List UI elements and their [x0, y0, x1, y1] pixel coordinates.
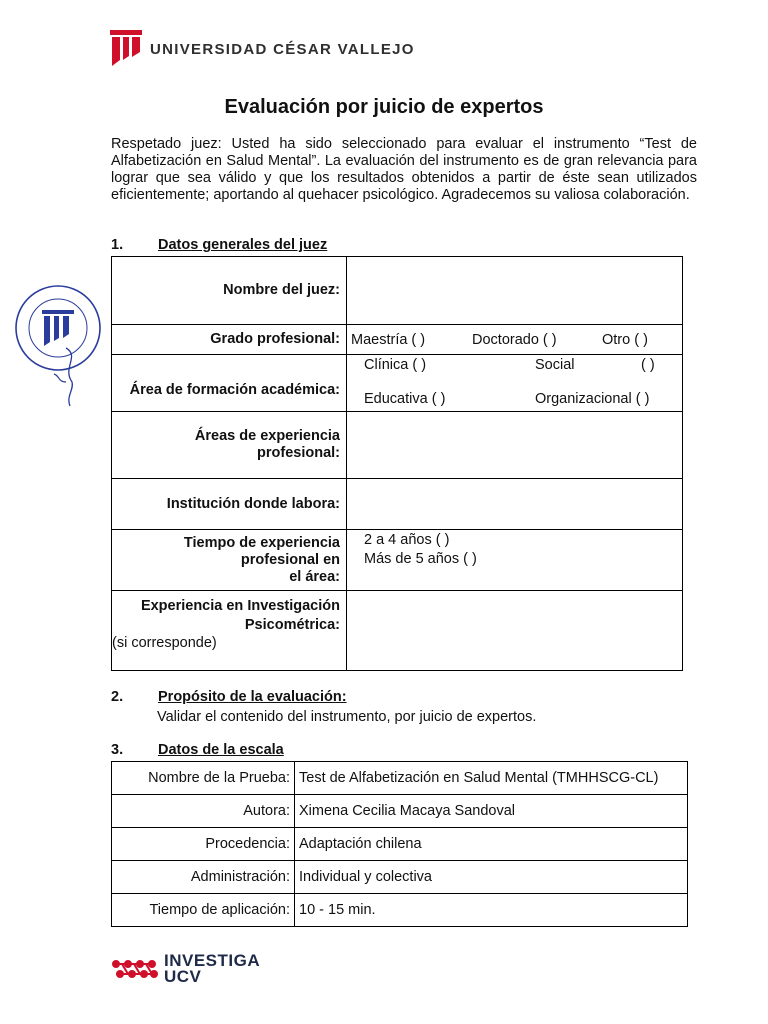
research-label	[141, 597, 340, 635]
time-options-cell	[347, 530, 683, 591]
time-label-line: profesional en	[240, 551, 340, 568]
intro-paragraph: Respetado juez: Usted ha sido seleccionado para evaluar el instrumento “Test de Alfabetización en Salud Mental”. La evaluación del instrumento es de gran relevancia para lograr que sea válido y que los resultados obtenidos a partir de éste sean utilizados eficientemente; aportando al quehacer psicológico. Agradecemos su valiosa colaboración.	[111, 136, 697, 203]
grade-options-cell	[347, 325, 683, 355]
section-label: Datos generales del juez	[158, 237, 328, 253]
ucv-logo-mark-icon	[108, 26, 144, 68]
scale-label: Administración:	[112, 861, 295, 894]
footer-line: UCV	[164, 967, 202, 986]
area-label: Área de formación académica:	[112, 355, 347, 412]
purpose-text: Validar el contenido del instrumento, por juicio de expertos.	[157, 709, 537, 725]
university-name: UNIVERSIDAD CÉSAR VALLEJO	[150, 40, 415, 58]
section-2-heading	[111, 689, 511, 707]
experience-areas-field[interactable]	[347, 412, 683, 479]
section-number: 1.	[111, 237, 124, 253]
area-options-cell	[347, 355, 683, 412]
scale-label: Autora:	[112, 795, 295, 828]
time-label	[112, 530, 347, 591]
table-row	[112, 828, 688, 861]
university-logo	[108, 26, 415, 68]
judge-name-field[interactable]	[347, 257, 683, 325]
research-label-line: Experiencia en Investigación	[140, 598, 340, 614]
institution-label: Institución donde labora:	[112, 479, 347, 530]
table-row	[112, 530, 683, 591]
area-option-social[interactable]: Social	[535, 357, 575, 373]
investiga-network-icon	[112, 956, 158, 982]
scale-value: Individual y colectiva	[295, 861, 688, 894]
institution-field[interactable]	[347, 479, 683, 530]
section-3-heading	[111, 742, 511, 760]
scale-value: 10 - 15 min.	[295, 894, 688, 927]
area-option-social-box[interactable]: ( )	[641, 357, 655, 373]
research-stamp-icon	[14, 278, 102, 418]
section-1-heading	[111, 237, 511, 255]
table-row	[112, 795, 688, 828]
area-option-organizacional[interactable]: Organizacional ( )	[535, 391, 650, 407]
table-row	[112, 412, 683, 479]
grade-label: Grado profesional:	[112, 325, 347, 355]
scale-value: Test de Alfabetización en Salud Mental (TMHHSCG-CL)	[295, 762, 688, 795]
table-row	[112, 325, 683, 355]
table-row	[112, 894, 688, 927]
section-number: 2.	[111, 689, 124, 705]
table-row	[112, 355, 683, 412]
page-title: Evaluación por juicio de expertos	[224, 96, 544, 118]
table-row	[112, 861, 688, 894]
table-row	[112, 591, 683, 671]
footer-line: INVESTIGA	[164, 951, 261, 970]
research-note: (si corresponde)	[112, 635, 217, 651]
time-label-line: el área:	[289, 568, 340, 585]
area-option-educativa[interactable]: Educativa ( )	[364, 391, 446, 407]
research-label-cell	[112, 591, 347, 671]
scale-value: Ximena Cecilia Macaya Sandoval	[295, 795, 688, 828]
investiga-ucv-text	[164, 953, 260, 985]
scale-label: Nombre de la Prueba:	[112, 762, 295, 795]
scale-value: Adaptación chilena	[295, 828, 688, 861]
grade-option-maestria[interactable]: Maestría ( )	[351, 332, 426, 348]
scale-data-table	[111, 761, 688, 927]
time-option-5-plus[interactable]: Más de 5 años ( )	[364, 551, 477, 567]
scale-label: Tiempo de aplicación:	[112, 894, 295, 927]
time-option-2-4[interactable]: 2 a 4 años ( )	[364, 532, 450, 548]
time-label-line: Tiempo de experiencia	[183, 534, 340, 551]
section-label: Datos de la escala	[158, 742, 284, 758]
scale-label: Procedencia:	[112, 828, 295, 861]
table-row	[112, 479, 683, 530]
judge-data-table	[111, 256, 683, 671]
table-row	[112, 257, 683, 325]
research-field[interactable]	[347, 591, 683, 671]
grade-option-otro[interactable]: Otro ( )	[602, 332, 648, 348]
judge-name-label: Nombre del juez:	[112, 257, 347, 325]
investiga-ucv-logo	[112, 953, 260, 985]
grade-option-doctorado[interactable]: Doctorado ( )	[472, 332, 557, 348]
research-label-line: Psicométrica:	[244, 617, 340, 633]
area-option-clinica[interactable]: Clínica ( )	[364, 357, 427, 373]
experience-areas-label: Áreas de experiencia profesional:	[112, 412, 347, 479]
table-row	[112, 762, 688, 795]
section-number: 3.	[111, 742, 124, 758]
section-label: Propósito de la evaluación:	[158, 689, 347, 705]
